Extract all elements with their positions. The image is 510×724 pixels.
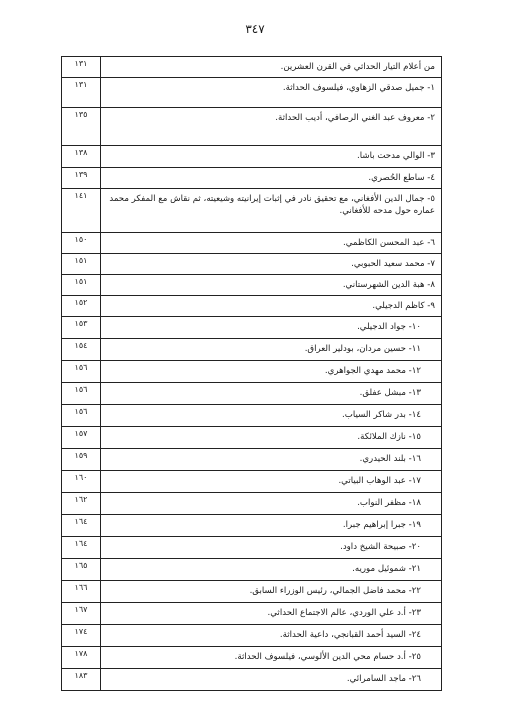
toc-page-number: ١٦٠ bbox=[62, 471, 101, 493]
toc-entry-title: ١٧- عبد الوهاب البياتي. bbox=[101, 471, 442, 493]
toc-entry-title: ٧- محمد سعيد الحبوبي. bbox=[101, 254, 442, 275]
table-row bbox=[62, 78, 442, 108]
table-row bbox=[62, 537, 442, 559]
toc-page-number: ١٣٩ bbox=[62, 168, 101, 189]
toc-page-number: ١٥٦ bbox=[62, 405, 101, 427]
toc-entry-title: ٢٢- محمد فاضل الجمالي، رئيس الوزراء السابق. bbox=[101, 581, 442, 603]
table-row bbox=[62, 296, 442, 317]
table-of-contents bbox=[61, 56, 442, 691]
toc-entry-title: ٢٦- ماجد السامرائي. bbox=[101, 669, 442, 691]
toc-entry-title: ١٢- محمد مهدي الجواهري. bbox=[101, 361, 442, 383]
table-row bbox=[62, 57, 442, 78]
toc-page-number: ١٦٤ bbox=[62, 537, 101, 559]
table-row bbox=[62, 405, 442, 427]
table-row bbox=[62, 233, 442, 254]
toc-page-number: ١٣٥ bbox=[62, 108, 101, 146]
toc-page-number: ١٧٤ bbox=[62, 625, 101, 647]
table-row bbox=[62, 669, 442, 691]
toc-entry-title: ٩- كاظم الدجيلي. bbox=[101, 296, 442, 317]
toc-page-number: ١٣٨ bbox=[62, 146, 101, 168]
table-row bbox=[62, 361, 442, 383]
table-row bbox=[62, 449, 442, 471]
table-row bbox=[62, 189, 442, 233]
table-row bbox=[62, 146, 442, 168]
toc-page-number: ١٤١ bbox=[62, 189, 101, 233]
toc-entry-title: ٢٥- أ.د حسام محي الدين الألوسي، فيلسوف الحداثة. bbox=[101, 647, 442, 669]
toc-entry-title: ١٨- مظفر النواب. bbox=[101, 493, 442, 515]
toc-page-number: ١٧٨ bbox=[62, 647, 101, 669]
table-row bbox=[62, 515, 442, 537]
toc-entry-title: ٨- هبة الدين الشهرستاني. bbox=[101, 275, 442, 296]
toc-page-number: ١٦٢ bbox=[62, 493, 101, 515]
table-row bbox=[62, 581, 442, 603]
toc-page-number: ١٥٩ bbox=[62, 449, 101, 471]
toc-entry-title: ٦- عبد المحسن الكاظمي. bbox=[101, 233, 442, 254]
table-row bbox=[62, 493, 442, 515]
toc-page-number: ١٥٠ bbox=[62, 233, 101, 254]
toc-page-number: ١٥٣ bbox=[62, 317, 101, 339]
toc-page-number: ١٣١ bbox=[62, 78, 101, 108]
toc-page-number: ١٥٦ bbox=[62, 383, 101, 405]
toc-entry-title: ١٩- جبرا إبراهيم جبرا. bbox=[101, 515, 442, 537]
toc-page-number: ١٨٣ bbox=[62, 669, 101, 691]
toc-page-number: ١٦٦ bbox=[62, 581, 101, 603]
toc-entry-title: ٣- الوالي مدحت باشا. bbox=[101, 146, 442, 168]
table-row bbox=[62, 383, 442, 405]
toc-entry-title: ٥- جمال الدين الأفغاني، مع تحقيق نادر في إثبات إيرانيته وشيعيته، ثم نقاش مع المفكر محمد عماره حول مدحه للأفغاني. bbox=[101, 189, 442, 233]
table-row bbox=[62, 603, 442, 625]
toc-entry-title: ١١- حسين مردان، بودلير العراق. bbox=[101, 339, 442, 361]
toc-entry-title: ٢٤- السيد أحمد القبانجي، داعية الحداثة. bbox=[101, 625, 442, 647]
toc-entry-title: ١٣- مبشل عفلق. bbox=[101, 383, 442, 405]
page-number: ٣٤٧ bbox=[245, 22, 265, 36]
toc-entry-title: ٤- ساطع الحُصري. bbox=[101, 168, 442, 189]
toc-entry-title: ١٠- جواد الدجيلي. bbox=[101, 317, 442, 339]
toc-page-number: ١٥٦ bbox=[62, 361, 101, 383]
toc-page-number: ١٦٥ bbox=[62, 559, 101, 581]
toc-page-number: ١٥٢ bbox=[62, 296, 101, 317]
toc-entry-title: ٢- معروف عبد الغني الرصافي، أديب الحداثة. bbox=[101, 108, 442, 146]
table-row bbox=[62, 559, 442, 581]
toc-entry-title: ٢٠- صبيحة الشيخ داود. bbox=[101, 537, 442, 559]
toc-entry-title: ١٥- نازك الملائكة. bbox=[101, 427, 442, 449]
table-row bbox=[62, 275, 442, 296]
table-row bbox=[62, 625, 442, 647]
table-row bbox=[62, 168, 442, 189]
toc-page-number: ١٦٧ bbox=[62, 603, 101, 625]
toc-page-number: ١٦٤ bbox=[62, 515, 101, 537]
table-row bbox=[62, 317, 442, 339]
toc-entry-title: ١- جميل صدقي الزهاوي، فيلسوف الحداثة. bbox=[101, 78, 442, 108]
table-row bbox=[62, 108, 442, 146]
toc-entry-title: ٢٣- أ.د علي الوردي، عالم الاجتماع الحداثي. bbox=[101, 603, 442, 625]
toc-entry-title: ١٦- بلند الحيدري. bbox=[101, 449, 442, 471]
table-row bbox=[62, 427, 442, 449]
toc-page-number: ١٥١ bbox=[62, 254, 101, 275]
toc-entry-title: ١٤- بدر شاكر السياب. bbox=[101, 405, 442, 427]
toc-entry-title: ٢١- شموئيل موريه. bbox=[101, 559, 442, 581]
toc-page-number: ١٥١ bbox=[62, 275, 101, 296]
toc-entry-title: من أعلام التيار الحداثي في القرن العشرين. bbox=[101, 57, 442, 78]
toc-page-number: ١٥٤ bbox=[62, 339, 101, 361]
table-row bbox=[62, 647, 442, 669]
table-row bbox=[62, 339, 442, 361]
toc-page-number: ١٥٧ bbox=[62, 427, 101, 449]
toc-page-number: ١٣١ bbox=[62, 57, 101, 78]
table-row bbox=[62, 254, 442, 275]
table-row bbox=[62, 471, 442, 493]
